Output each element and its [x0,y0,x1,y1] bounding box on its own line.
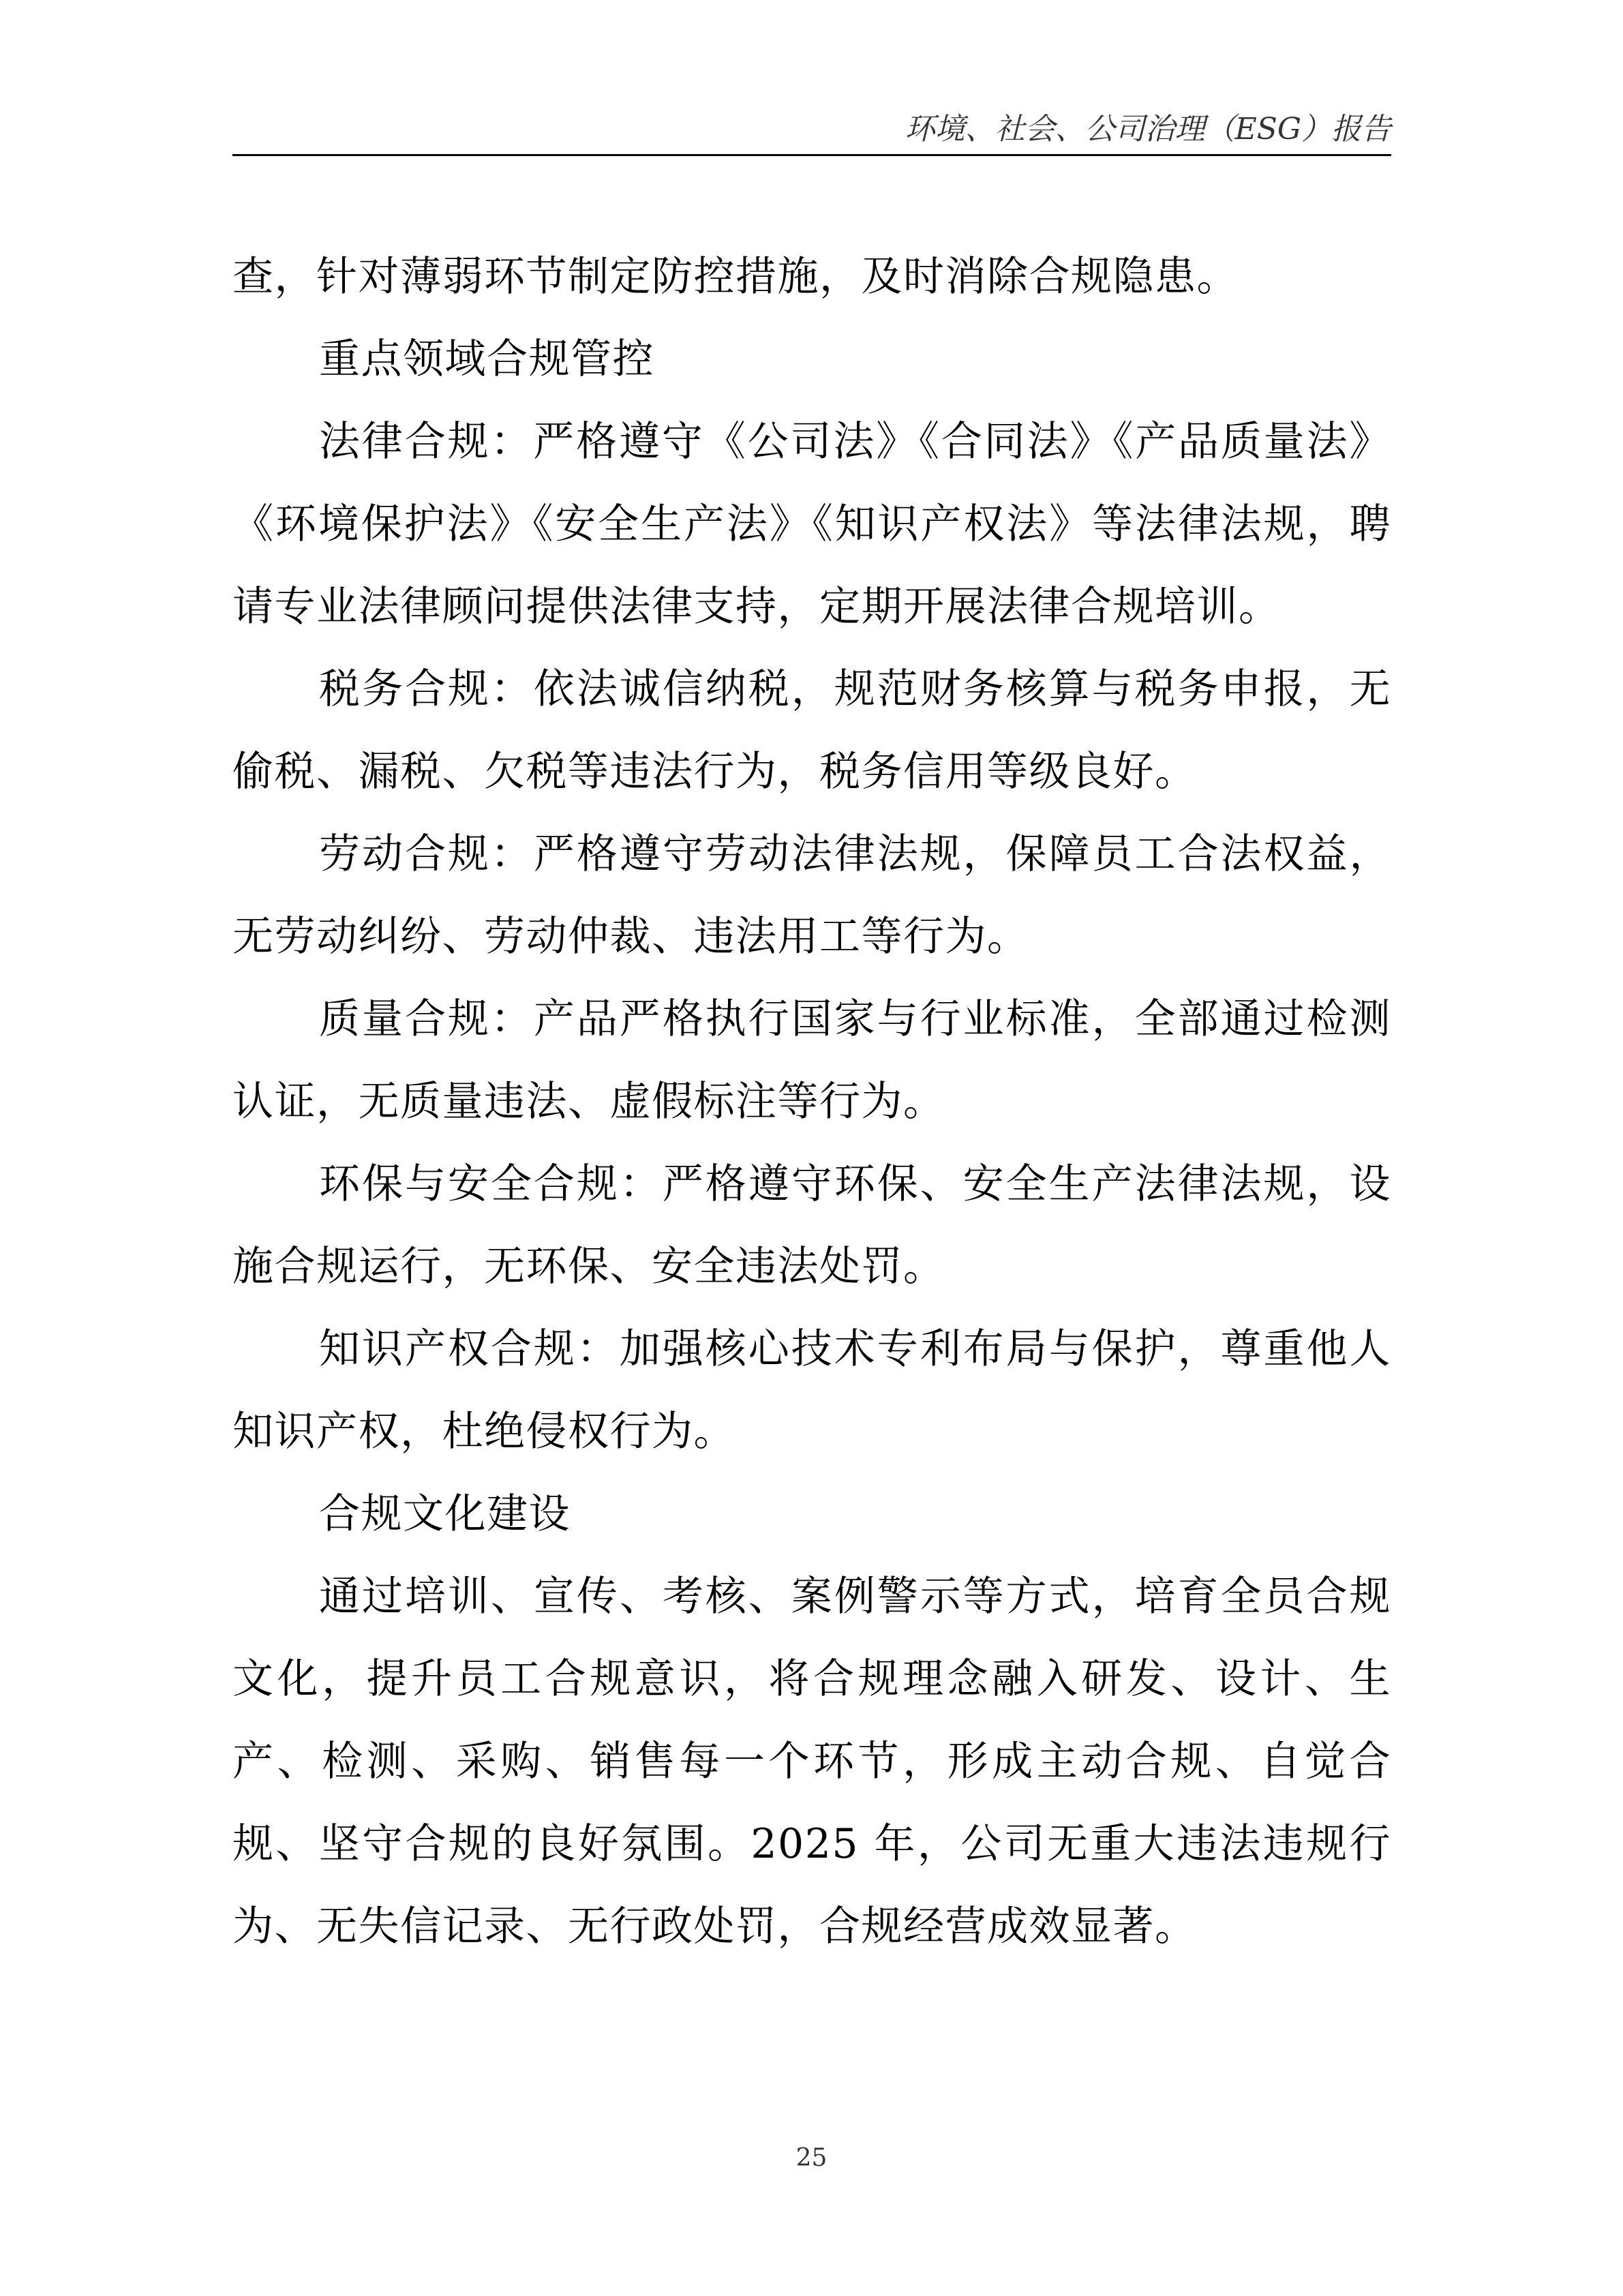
paragraph: 通过培训、宣传、考核、案例警示等方式，培育全员合规文化，提升员工合规意识，将合规理念融入研发、设计、生产、检测、采购、销售每一个环节，形成主动合规、自觉合规、坚守合规的良好氛围。2025 年，公司无重大违法违规行为、无失信记录、无行政处罚，合规经营成效显著。 [232,1573,1391,1950]
paragraph: 环保与安全合规：严格遵守环保、安全生产法律法规，设施合规运行，无环保、安全违法处罚。 [232,1160,1391,1290]
paragraph: 查，针对薄弱环节制定防控措施，及时消除合规隐患。 [232,253,1239,301]
page-number: 25 [795,2144,828,2172]
paragraph: 知识产权合规：加强核心技术专利布局与保护，尊重他人知识产权，杜绝侵权行为。 [232,1325,1391,1455]
paragraph: 法律合规：严格遵守《公司法》《合同法》《产品质量法》《环境保护法》《安全生产法》《知识产权法》等法律法规，聘请专业法律顾问提供法律支持，定期开展法律合规培训。 [232,418,1391,631]
header-divider [232,154,1391,156]
paragraph: 质量合规：产品严格执行国家与行业标准，全部通过检测认证，无质量违法、虚假标注等行为。 [232,995,1391,1126]
body-text [232,236,1391,1968]
section-heading: 重点领域合规管控 [319,335,654,383]
section-heading: 合规文化建设 [319,1490,571,1538]
paragraph: 税务合规：依法诚信纳税，规范财务核算与税务申报，无偷税、漏税、欠税等违法行为，税务信用等级良好。 [232,665,1391,796]
page-header: 环境、社会、公司治理（ESG）报告 [905,112,1391,147]
paragraph: 劳动合规：严格遵守劳动法律法规，保障员工合法权益，无劳动纠纷、劳动仲裁、违法用工等行为。 [232,830,1391,961]
